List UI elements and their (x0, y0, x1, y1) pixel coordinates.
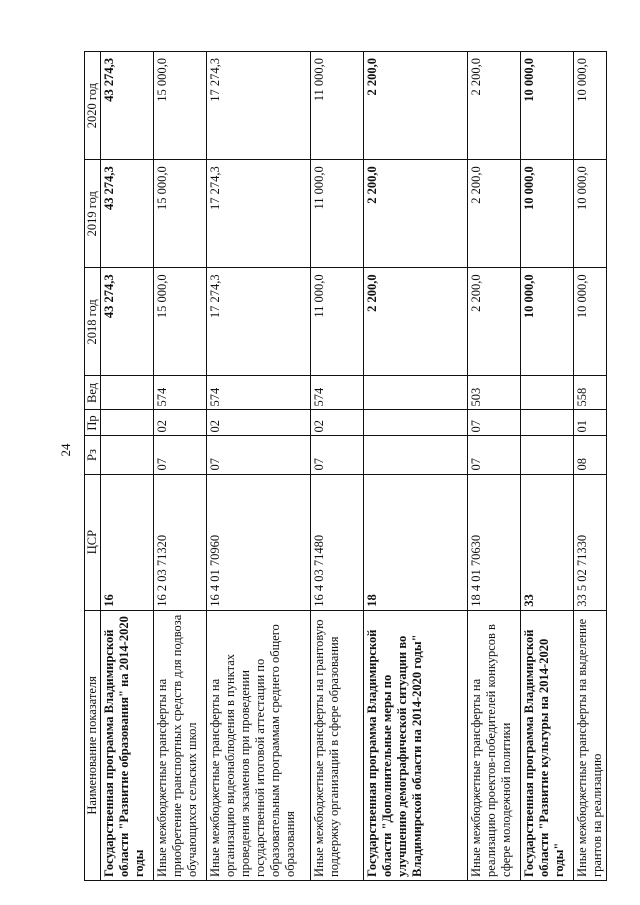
row-csr: 16 2 03 71320 (154, 474, 207, 610)
row-csr: 16 4 01 70960 (207, 474, 311, 610)
header-rz: Рз (85, 436, 101, 474)
row-rz (521, 436, 574, 474)
table-row (154, 52, 207, 881)
row-ved: 503 (468, 376, 521, 410)
row-name: Иные межбюджетные трансферты на выделение грантов на реализацию (574, 610, 607, 880)
row-name: Государственная программа Владимирской области "Развитие культуры на 2014-2020 годы" (521, 610, 574, 880)
row-2020: 10 000,0 (521, 52, 574, 160)
row-ved (521, 376, 574, 410)
row-2018: 15 000,0 (154, 268, 207, 376)
header-ved: Вед (85, 376, 101, 410)
header-2020: 2020 год (85, 52, 101, 160)
row-rz: 07 (468, 436, 521, 474)
row-name: Иные межбюджетные трансферты на приобретение транспортных средств для подвоза обучающихся сельских школ (154, 610, 207, 880)
row-rz (364, 436, 468, 474)
row-2019: 17 274,3 (207, 160, 311, 268)
row-name: Государственная программа Владимирской области "Дополнительные меры по улучшению демографической ситуации во Владимирской области на 2014-2020 годы" (364, 610, 468, 880)
header-name: Наименование показателя (85, 610, 101, 880)
row-2019: 43 274,3 (101, 160, 154, 268)
row-csr: 33 5 02 71330 (574, 474, 607, 610)
page-number: 24 (58, 443, 73, 457)
row-2019: 11 000,0 (311, 160, 364, 268)
header-pr: Пр (85, 410, 101, 436)
row-ved: 574 (154, 376, 207, 410)
row-2019: 10 000,0 (521, 160, 574, 268)
row-2020: 2 200,0 (364, 52, 468, 160)
row-2020: 43 274,3 (101, 52, 154, 160)
row-csr: 18 (364, 474, 468, 610)
budget-table (84, 51, 607, 881)
row-rz: 07 (311, 436, 364, 474)
header-2018: 2018 год (85, 268, 101, 376)
row-rz (101, 436, 154, 474)
row-rz: 08 (574, 436, 607, 474)
table-row (521, 52, 574, 881)
row-2020: 2 200,0 (468, 52, 521, 160)
row-2020: 15 000,0 (154, 52, 207, 160)
row-pr: 07 (468, 410, 521, 436)
row-2018: 2 200,0 (364, 268, 468, 376)
row-pr: 02 (154, 410, 207, 436)
row-pr (364, 410, 468, 436)
row-2018: 43 274,3 (101, 268, 154, 376)
row-2019: 10 000,0 (574, 160, 607, 268)
row-csr: 33 (521, 474, 574, 610)
row-ved: 574 (311, 376, 364, 410)
row-csr: 18 4 01 70630 (468, 474, 521, 610)
row-2018: 10 000,0 (574, 268, 607, 376)
row-pr (521, 410, 574, 436)
table-row (364, 52, 468, 881)
row-csr: 16 (101, 474, 154, 610)
row-ved (101, 376, 154, 410)
row-ved: 574 (207, 376, 311, 410)
row-2018: 2 200,0 (468, 268, 521, 376)
table-row (101, 52, 154, 881)
row-ved: 558 (574, 376, 607, 410)
row-rz: 07 (154, 436, 207, 474)
row-csr: 16 4 03 71480 (311, 474, 364, 610)
row-pr: 01 (574, 410, 607, 436)
table-row (311, 52, 364, 881)
header-row (85, 52, 101, 881)
row-2020: 10 000,0 (574, 52, 607, 160)
table-row (207, 52, 311, 881)
row-pr: 02 (311, 410, 364, 436)
table-row (574, 52, 607, 881)
row-2018: 17 274,3 (207, 268, 311, 376)
header-2019: 2019 год (85, 160, 101, 268)
table-row (468, 52, 521, 881)
row-2020: 17 274,3 (207, 52, 311, 160)
header-csr: ЦСР (85, 474, 101, 610)
row-pr: 02 (207, 410, 311, 436)
row-name: Иные межбюджетные трансферты на организацию видеонаблюдения в пунктах проведения экзаменов при проведении государственной итоговой аттестации по образовательным программам среднего общего образования (207, 610, 311, 880)
rotated-page-content (84, 51, 604, 881)
row-2020: 11 000,0 (311, 52, 364, 160)
row-ved (364, 376, 468, 410)
row-name: Иные межбюджетные трансферты на реализацию проектов-победителей конкурсов в сфере молодежной политики (468, 610, 521, 880)
row-pr (101, 410, 154, 436)
row-2018: 11 000,0 (311, 268, 364, 376)
row-2019: 2 200,0 (364, 160, 468, 268)
row-2019: 15 000,0 (154, 160, 207, 268)
row-2018: 10 000,0 (521, 268, 574, 376)
row-rz: 07 (207, 436, 311, 474)
row-2019: 2 200,0 (468, 160, 521, 268)
row-name: Государственная программа Владимирской области "Развитие образования" на 2014-2020 годы (101, 610, 154, 880)
row-name: Иные межбюджетные трансферты на грантовую поддержку организаций в сфере образования (311, 610, 364, 880)
